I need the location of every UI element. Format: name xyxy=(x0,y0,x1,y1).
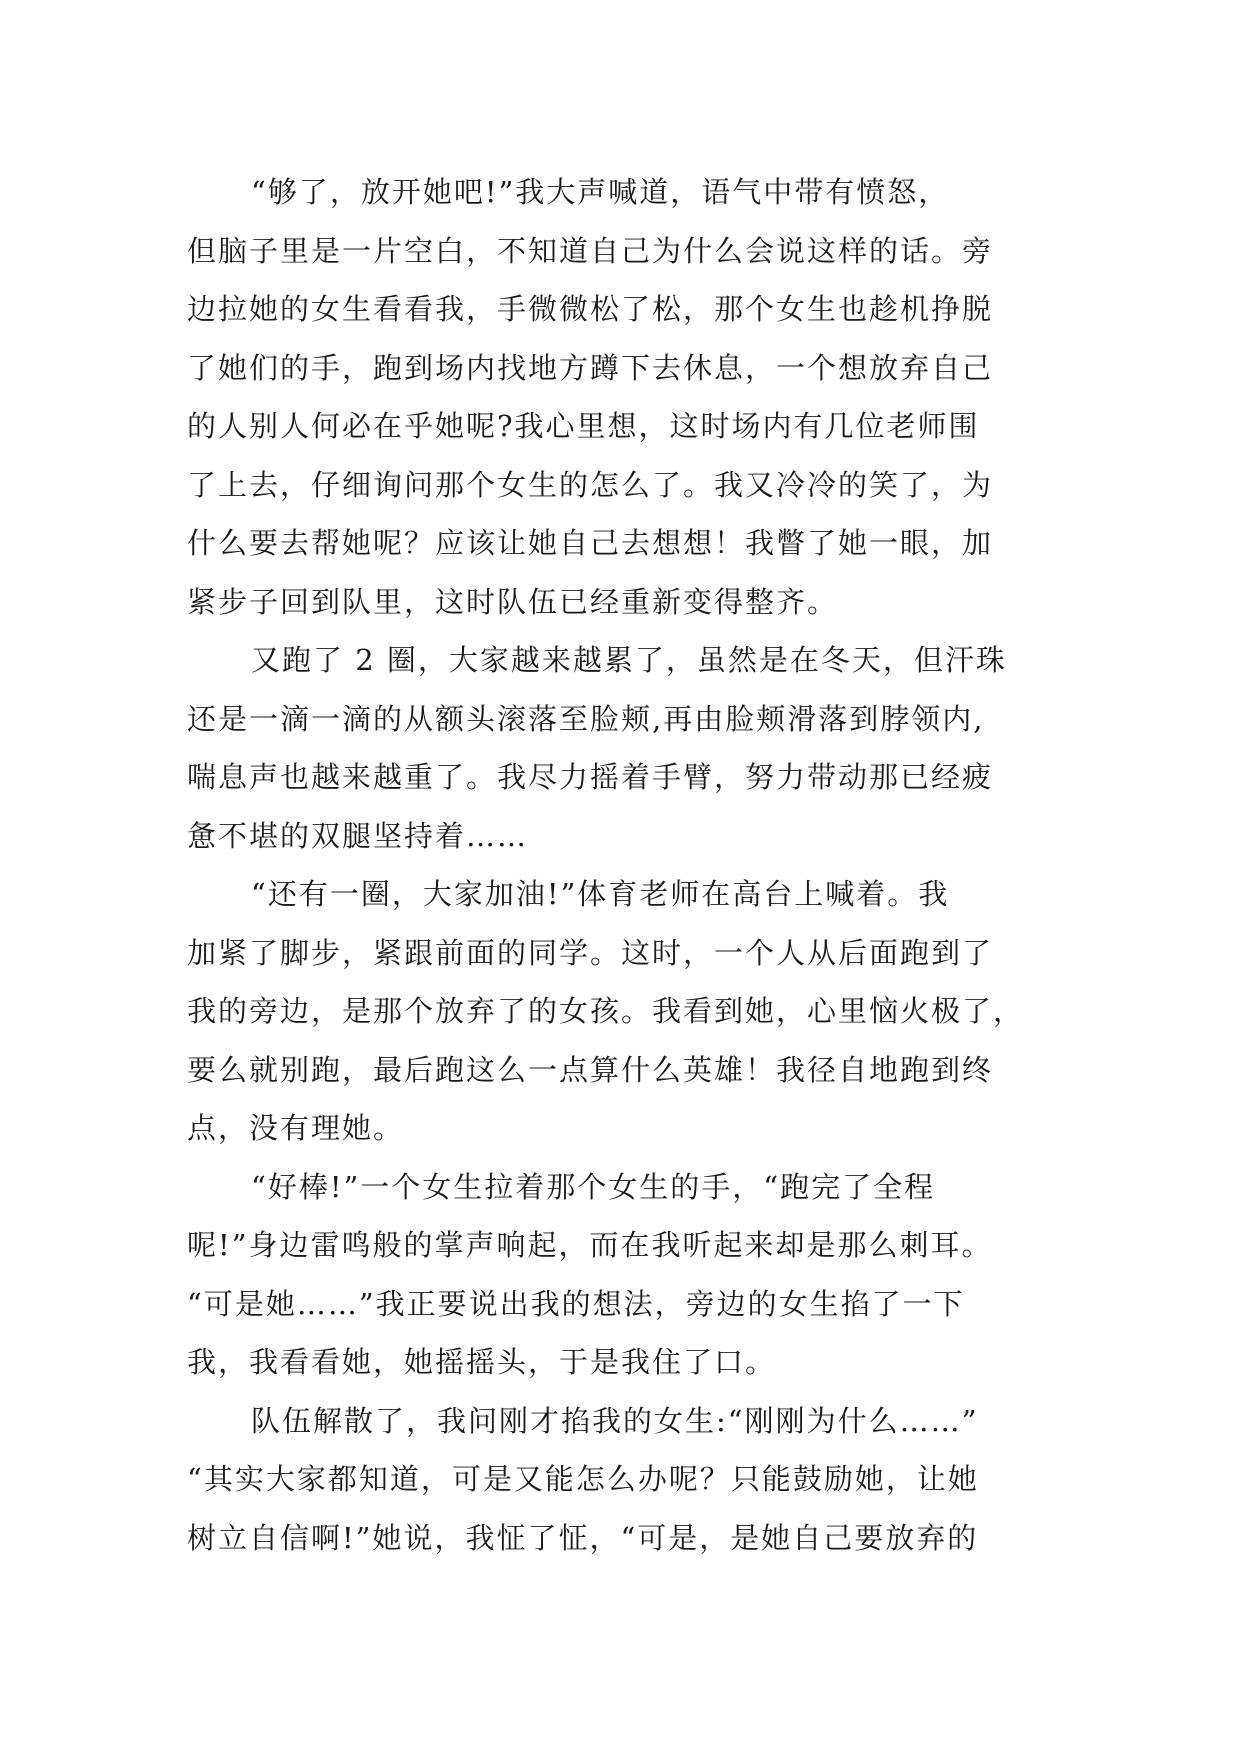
document-body xyxy=(187,163,1057,1567)
text-line: 但脑子里是一片空白，不知道自己为什么会说这样的话。旁 xyxy=(187,233,994,268)
text-line: 要么就别跑，最后跑这么一点算什么英雄！我径自地跑到终 xyxy=(187,1052,994,1087)
text-line: 的人别人何必在乎她呢?我心里想，这时场内有几位老师围 xyxy=(187,409,980,443)
text-line: 我的旁边，是那个放弃了的女孩。我看到她，心里恼火极了， xyxy=(187,994,1025,1028)
text-line: 了她们的手，跑到场内找地方蹲下去休息，一个想放弃自己 xyxy=(187,350,994,385)
text-line: 还是一滴一滴的从额头滚落至脸颊,再由脸颊滑落到脖领内, xyxy=(187,701,985,736)
text-line: 边拉她的女生看看我，手微微松了松，那个女生也趁机挣脱 xyxy=(187,292,994,326)
text-line: “还有一圈，大家加油!”体育老师在高台上喊着。我 xyxy=(251,877,950,911)
text-line: 了上去，仔细询问那个女生的怎么了。我又冷冷的笑了，为 xyxy=(187,467,994,502)
text-line: “其实大家都知道，可是又能怎么办呢？只能鼓励她，让她 xyxy=(187,1462,979,1496)
text-line: 紧步子回到队里，这时队伍已经重新变得整齐。 xyxy=(187,584,839,619)
text-line: 点，没有理她。 xyxy=(187,1111,405,1145)
text-line: 我，我看看她，她摇摇头，于是我住了口。 xyxy=(187,1345,777,1379)
text-line: 什么要去帮她呢？应该让她自己去想想！我瞥了她一眼，加 xyxy=(187,526,994,560)
text-line: “够了，放开她吧!”我大声喊道，语气中带有愤怒， xyxy=(251,175,950,209)
text-line: 喘息声也越来越重了。我尽力摇着手臂，努力带动那已经疲 xyxy=(187,760,994,794)
text-line: 树立自信啊!”她说，我怔了怔，“可是，是她自己要放弃的 xyxy=(187,1520,979,1555)
text-line: 队伍解散了，我问刚才掐我的女生:“刚刚为什么……” xyxy=(251,1403,979,1438)
text-line: 又跑了 2 圈，大家越来越累了，虽然是在冬天，但汗珠 xyxy=(251,643,1007,677)
text-line: 加紧了脚步，紧跟前面的同学。这时，一个人从后面跑到了 xyxy=(187,935,994,970)
text-line: “好棒!”一个女生拉着那个女生的手，“跑完了全程 xyxy=(251,1169,936,1204)
text-line: “可是她……”我正要说出我的想法，旁边的女生掐了一下 xyxy=(187,1286,965,1321)
text-line: 呢!”身边雷鸣般的掌声响起，而在我听起来却是那么刺耳。 xyxy=(187,1228,993,1262)
text-line: 惫不堪的双腿坚持着…… xyxy=(187,818,529,853)
